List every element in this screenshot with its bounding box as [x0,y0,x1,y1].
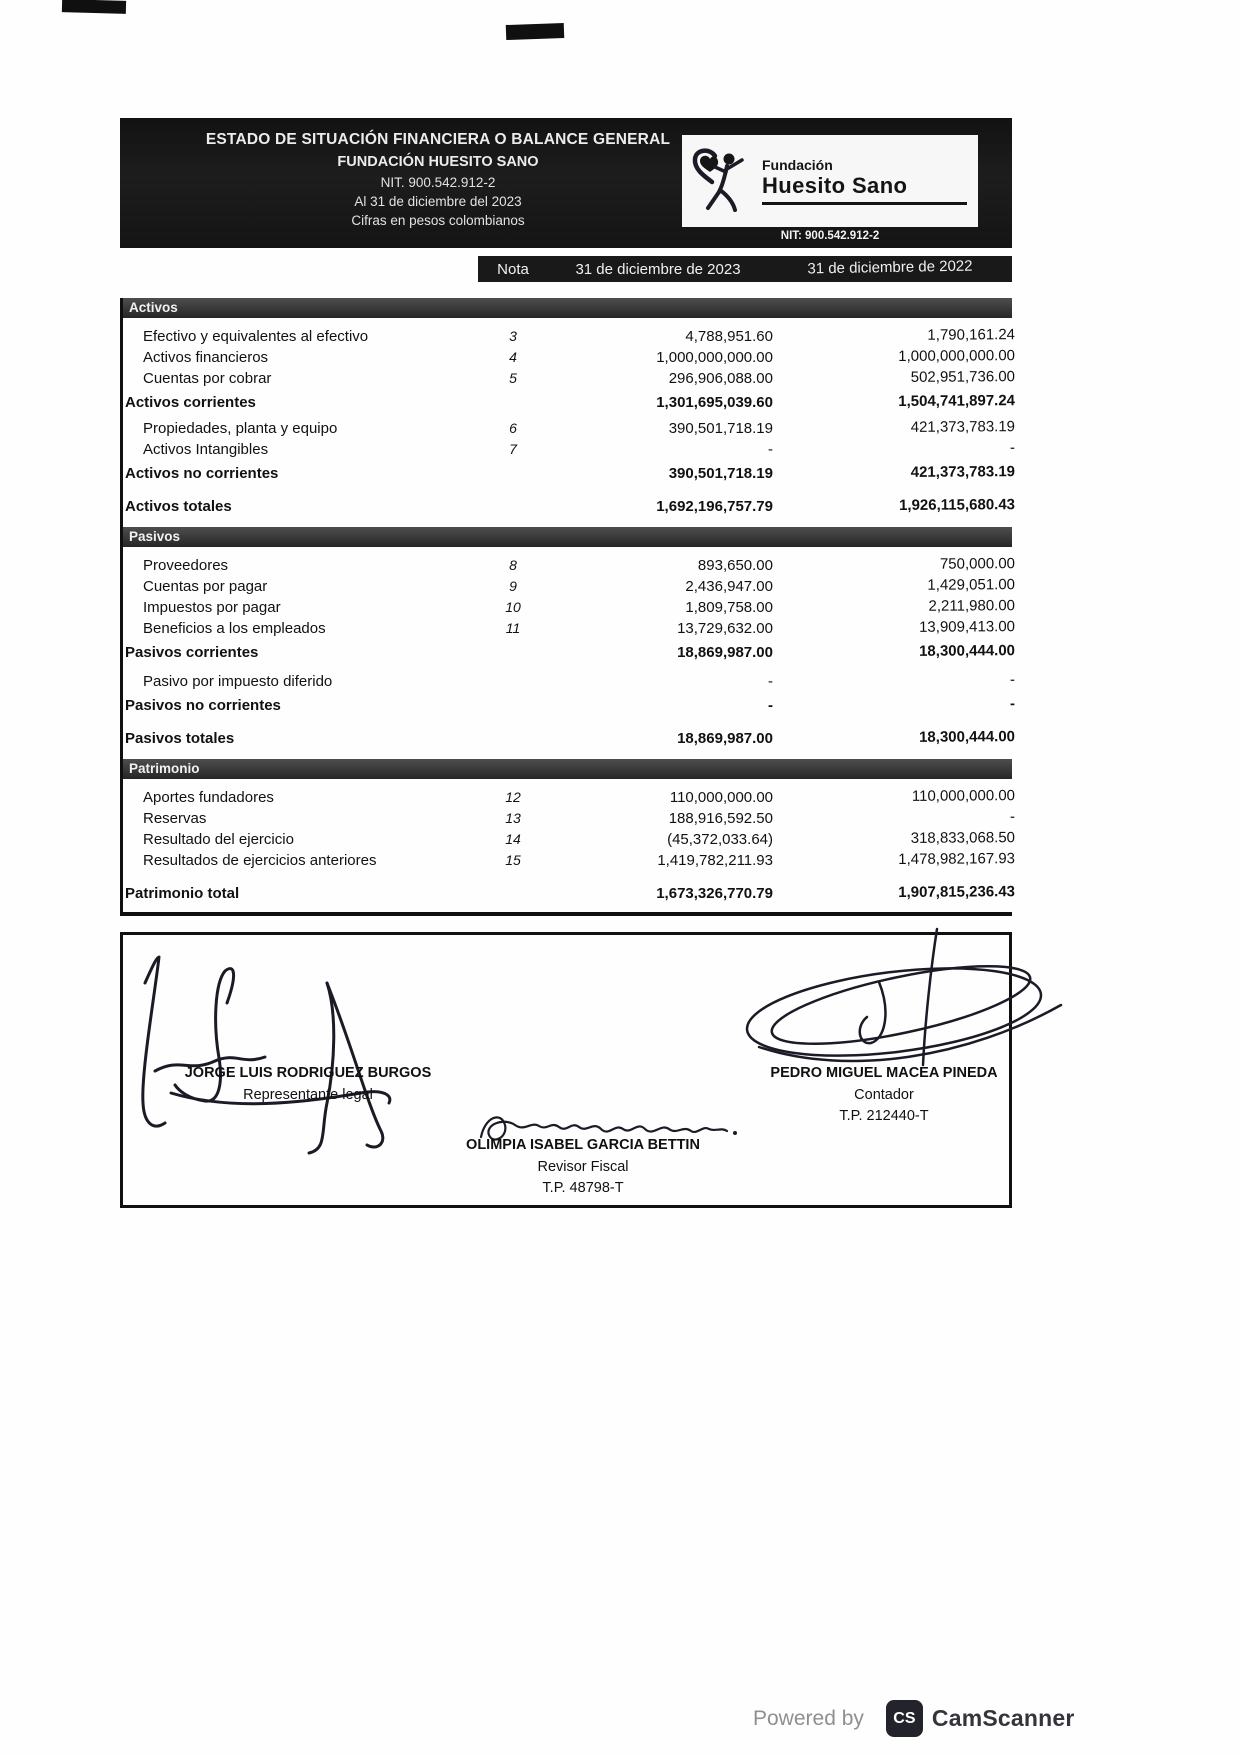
total-row [123,728,1016,749]
row-note-ref [458,883,568,904]
powered-by-label: Powered by [753,1706,864,1730]
row-value-2023: 110,000,000.00 [669,789,773,806]
camscanner-footer [753,1700,1075,1737]
row-value-2023: 893,650.00 [697,557,773,574]
row-value-2022: 18,300,444.00 [919,728,1016,746]
table-row [123,808,1016,829]
col-header-nota: Nota [497,260,529,278]
row-label: Activos Intangibles [143,441,269,458]
row-note-ref [458,671,568,692]
row-value-2023: 4,788,951.60 [685,328,773,345]
balance-sheet-document [120,118,1016,1208]
row-value-2023: 390,501,718.19 [668,465,773,482]
row-value-2022: 1,926,115,680.43 [898,496,1016,514]
total-row [123,883,1016,904]
row-value-2022: 1,478,982,167.93 [898,850,1016,868]
signer-tp: T.P. 212440-T [839,1108,929,1124]
row-label: Patrimonio total [125,885,240,902]
row-label: Aportes fundadores [143,789,274,806]
row-value-2023: 296,906,088.00 [668,370,773,387]
scan-artifact [506,23,564,40]
row-note-ref: 12 [505,789,521,805]
logo-box [682,135,978,227]
row-label: Activos financieros [143,349,269,366]
document-header [120,118,1012,248]
row-note-ref [458,728,568,749]
row-value-2022: 318,833,068.50 [910,829,1016,847]
row-value-2022: 502,951,736.00 [910,368,1016,386]
signer-auditor [423,1137,743,1196]
row-value-2022: - [1009,439,1016,457]
organization-nit: NIT. 900.542.912-2 [380,175,496,190]
table-row [123,671,1016,692]
heart-running-figure-icon [688,146,758,216]
logo-nit: NIT: 900.542.912-2 [780,230,880,242]
row-value-2023: 1,419,782,211.93 [657,852,773,869]
row-value-2023: 1,692,196,757.79 [656,498,773,515]
row-value-2022: 13,909,413.00 [919,618,1016,636]
section-header-patrimonio: Patrimonio [123,759,1012,779]
column-header-bar [478,256,1012,282]
row-note-ref [458,695,568,716]
row-value-2022: - [1009,671,1016,689]
signer-role: Representante legal [243,1087,373,1103]
table-row [123,850,1016,871]
row-note-ref [458,496,568,517]
row-value-2022: 421,373,783.19 [910,463,1016,481]
row-value-2023: 18,869,987.00 [677,644,773,661]
row-value-2023: 1,301,695,039.60 [656,394,773,411]
table-row [123,439,1016,460]
row-note-ref: 3 [509,328,517,344]
total-row [123,496,1016,517]
signature-representante-legal [131,953,451,1165]
subtotal-row [123,695,1016,716]
table-row [123,347,1016,368]
row-note-ref: 11 [505,620,521,636]
logo-line2: Huesito Sano [762,173,908,198]
row-note-ref: 10 [505,599,521,615]
camscanner-wordmark: CamScanner [931,1705,1075,1731]
row-label: Activos corrientes [125,394,256,411]
scan-artifact [62,0,126,14]
col-header-2022: 31 de diciembre de 2022 [807,257,973,277]
row-value-2022: 18,300,444.00 [919,642,1016,660]
row-note-ref: 4 [509,349,517,365]
row-note-ref: 9 [509,578,517,594]
table-row [123,555,1016,576]
currency-note: Cifras en pesos colombianos [351,213,525,228]
logo-line1: Fundación [762,157,833,173]
row-value-2023: 390,501,718.19 [668,420,773,437]
row-value-2022: 1,504,741,897.24 [898,392,1016,410]
row-value-2022: 1,907,815,236.43 [898,883,1016,901]
row-value-2023: - [768,673,773,690]
row-value-2022: - [1009,695,1016,713]
row-note-ref: 5 [509,370,517,386]
table-row [123,787,1016,808]
row-label: Pasivo por impuesto diferido [143,673,333,690]
row-value-2022: - [1009,808,1016,826]
row-value-2022: 1,000,000,000.00 [898,347,1016,365]
signer-role: Revisor Fiscal [537,1159,629,1175]
row-value-2022: 2,211,980.00 [928,597,1016,615]
row-label: Impuestos por pagar [143,599,281,616]
subtotal-row [123,463,1016,484]
row-note-ref [458,392,568,413]
row-value-2022: 421,373,783.19 [910,418,1016,436]
row-label: Pasivos totales [125,730,235,747]
signer-role: Contador [854,1087,914,1103]
camscanner-logo-icon: CS [886,1700,923,1737]
row-value-2023: 1,000,000,000.00 [656,349,773,366]
row-note-ref [458,642,568,663]
row-label: Propiedades, planta y equipo [143,420,338,437]
logo-text [762,157,967,205]
row-label: Efectivo y equivalentes al efectivo [143,328,369,345]
row-note-ref: 7 [509,441,517,457]
balance-table [120,298,1016,916]
row-value-2023: 1,673,326,770.79 [656,885,773,902]
row-label: Reservas [143,810,207,827]
row-label: Resultados de ejercicios anteriores [143,852,377,869]
row-label: Proveedores [143,557,229,574]
organization-name: FUNDACIÓN HUESITO SANO [337,154,539,170]
row-label: Activos no corrientes [125,465,279,482]
row-value-2023: 1,809,758.00 [685,599,773,616]
row-value-2022: 1,429,051.00 [927,576,1016,594]
col-header-2023: 31 de diciembre de 2023 [575,260,741,278]
signer-tp: T.P. 48798-T [542,1180,624,1196]
section-header-pasivos: Pasivos [123,527,1012,547]
logo-underline [762,202,967,205]
subtotal-row [123,642,1016,663]
row-note-ref [458,463,568,484]
document-title: ESTADO DE SITUACIÓN FINANCIERA O BALANCE GENERAL [205,131,671,148]
signer-legal [143,1065,473,1103]
table-row [123,829,1016,850]
signer-name: PEDRO MIGUEL MACEA PINEDA [770,1065,998,1081]
row-label: Cuentas por pagar [143,578,268,595]
signer-name: JORGE LUIS RODRIGUEZ BURGOS [184,1065,432,1081]
table-row [123,326,1016,347]
signature-section [120,932,1012,1208]
row-value-2022: 1,790,161.24 [927,326,1016,344]
table-row [123,597,1016,618]
row-label: Activos totales [125,498,232,515]
row-value-2023: - [768,697,773,714]
row-value-2023: 18,869,987.00 [677,730,773,747]
row-note-ref: 13 [505,810,521,826]
row-value-2023: 2,436,947.00 [685,578,773,595]
section-header-activos: Activos [123,298,1012,318]
header-text-block [136,131,740,232]
table-row [123,576,1016,597]
row-label: Cuentas por cobrar [143,370,272,387]
statement-date: Al 31 de diciembre del 2023 [354,194,522,209]
signer-accountant [741,1065,1027,1124]
table-row [123,368,1016,389]
row-value-2023: (45,372,033.64) [667,831,773,848]
row-note-ref: 14 [505,831,521,847]
row-note-ref: 15 [505,852,521,868]
row-label: Resultado del ejercicio [143,831,294,848]
signature-contador [729,927,1069,1087]
row-value-2022: 110,000,000.00 [911,787,1016,805]
row-note-ref: 8 [509,557,517,573]
signer-name: OLIMPIA ISABEL GARCIA BETTIN [466,1137,700,1153]
table-row [123,418,1016,439]
row-note-ref: 6 [509,420,517,436]
row-label: Beneficios a los empleados [143,620,326,637]
row-label: Pasivos no corrientes [125,697,281,714]
row-value-2023: 13,729,632.00 [677,620,773,637]
row-value-2023: - [768,441,773,458]
table-row [123,618,1016,639]
subtotal-row [123,392,1016,413]
row-value-2023: 188,916,592.50 [668,810,773,827]
row-label: Pasivos corrientes [125,644,259,661]
row-value-2022: 750,000.00 [939,555,1016,573]
